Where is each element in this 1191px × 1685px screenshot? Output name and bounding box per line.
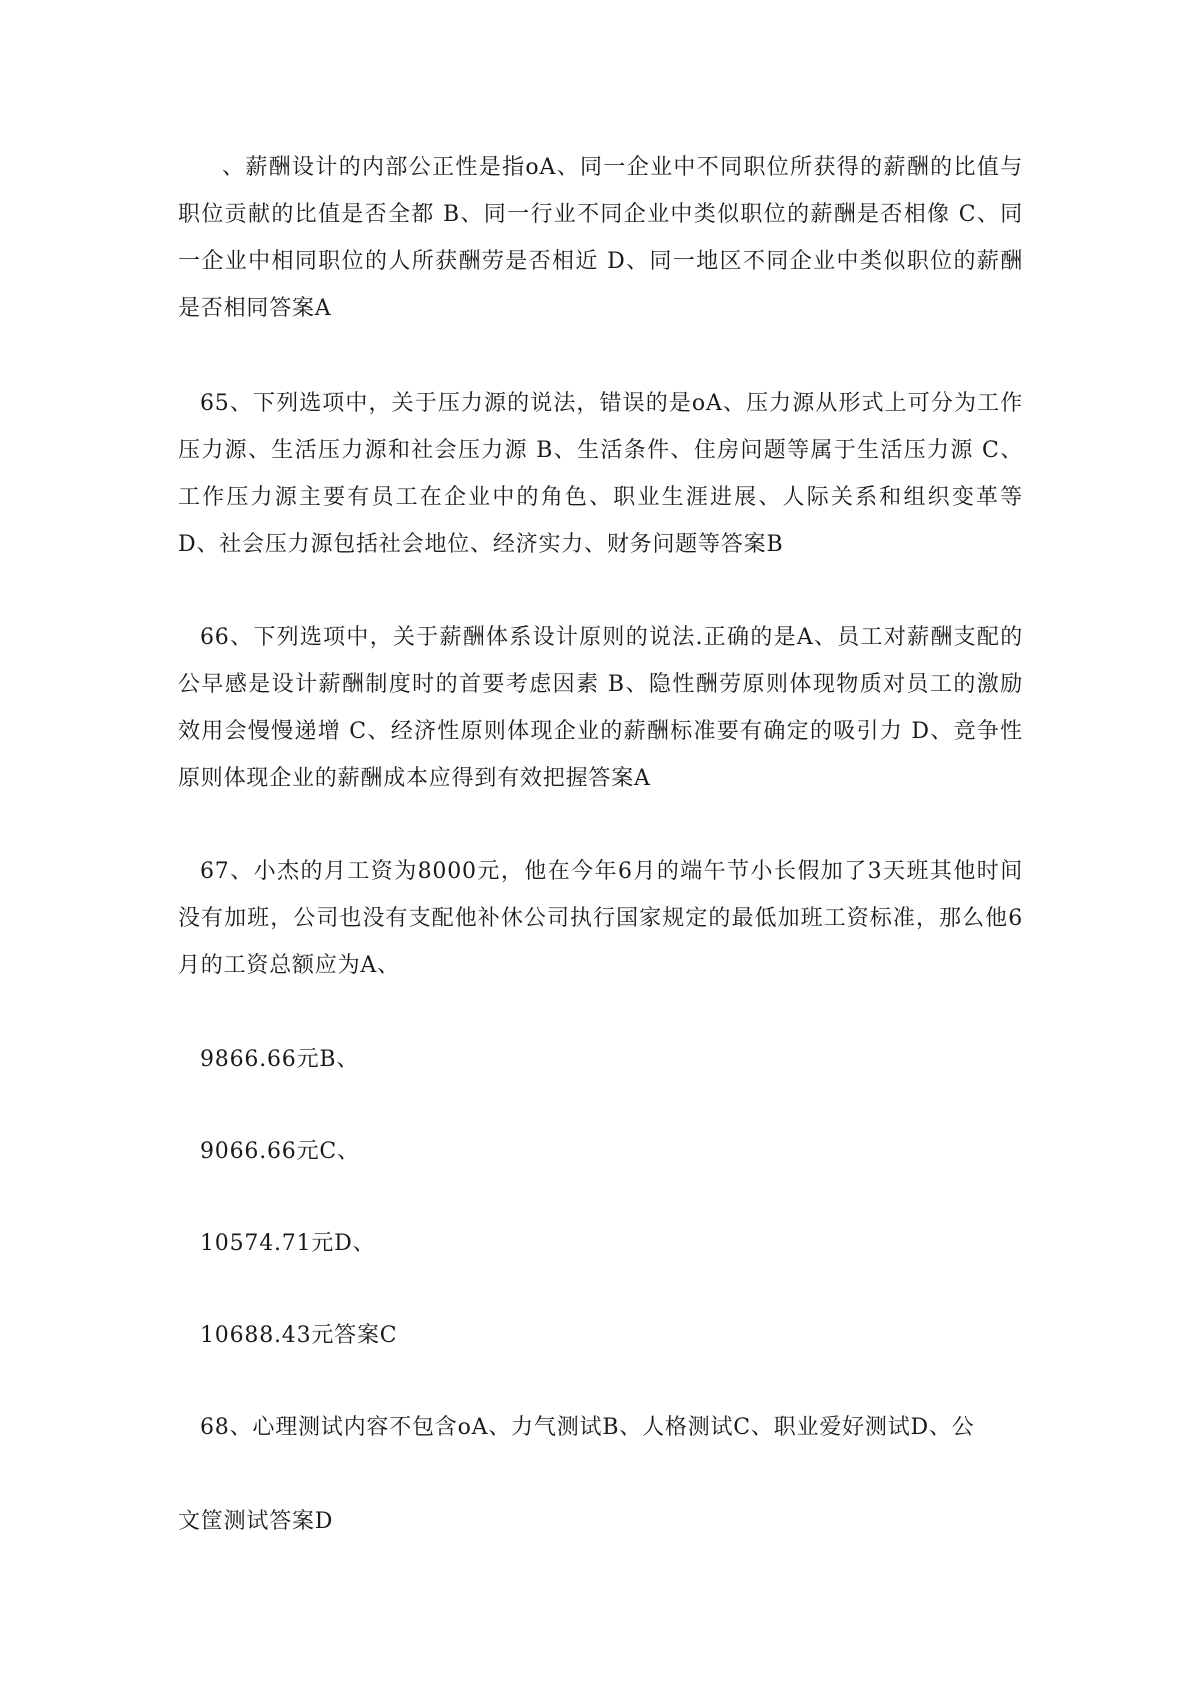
question-67-paragraph: 67、小杰的月工资为8000元，他在今年6月的端午节小长假加了3天班其他时间没有加班，公司也没有支配他补休公司执行国家规定的最低加班工资标准，那么他6月的工资总额应为A、 [178,859,1023,978]
question-67-option-a: 9866.66元B、 [200,1047,360,1072]
question-66-paragraph: 66、下列选项中，关于薪酬体系设计原则的说法.正确的是A、员工对薪酬支配的公早感是设计薪酬制度时的首要考虑因素 B、隐性酬劳原则体现物质对员工的激励效用会慢慢递增 C、经济性原则体现企业的薪酬标准要有确定的吸引力 D、竞争性原则体现企业的薪酬成本应得到有效把握答案A [178,625,1023,791]
question-67-option-c: 10574.71元D、 [200,1231,376,1256]
question-68-paragraph: 68、心理测试内容不包含oA、力气测试B、人格测试C、职业爱好测试D、公 [200,1415,975,1440]
question-64-paragraph: 、薪酬设计的内部公正性是指oA、同一企业中不同职位所获得的薪酬的比值与职位贡献的比值是否全都 B、同一行业不同企业中类似职位的薪酬是否相像 C、同一企业中相同职位的人所获酬劳是否相近 D、同一地区不同企业中类似职位的薪酬是否相同答案A [178,155,1023,321]
question-67-option-b: 9066.66元C、 [200,1139,360,1164]
question-68-continuation: 文筐测试答案D [178,1509,334,1534]
question-67-option-d-answer: 10688.43元答案C [200,1323,398,1348]
question-65-paragraph: 65、下列选项中，关于压力源的说法，错误的是oA、压力源从形式上可分为工作压力源、生活压力源和社会压力源 B、生活条件、住房问题等属于生活压力源 C、工作压力源主要有员工在企业中的角色、职业生涯进展、人际关系和组织变革等 D、社会压力源包括社会地位、经济实力、财务问题等答案B [178,391,1023,557]
